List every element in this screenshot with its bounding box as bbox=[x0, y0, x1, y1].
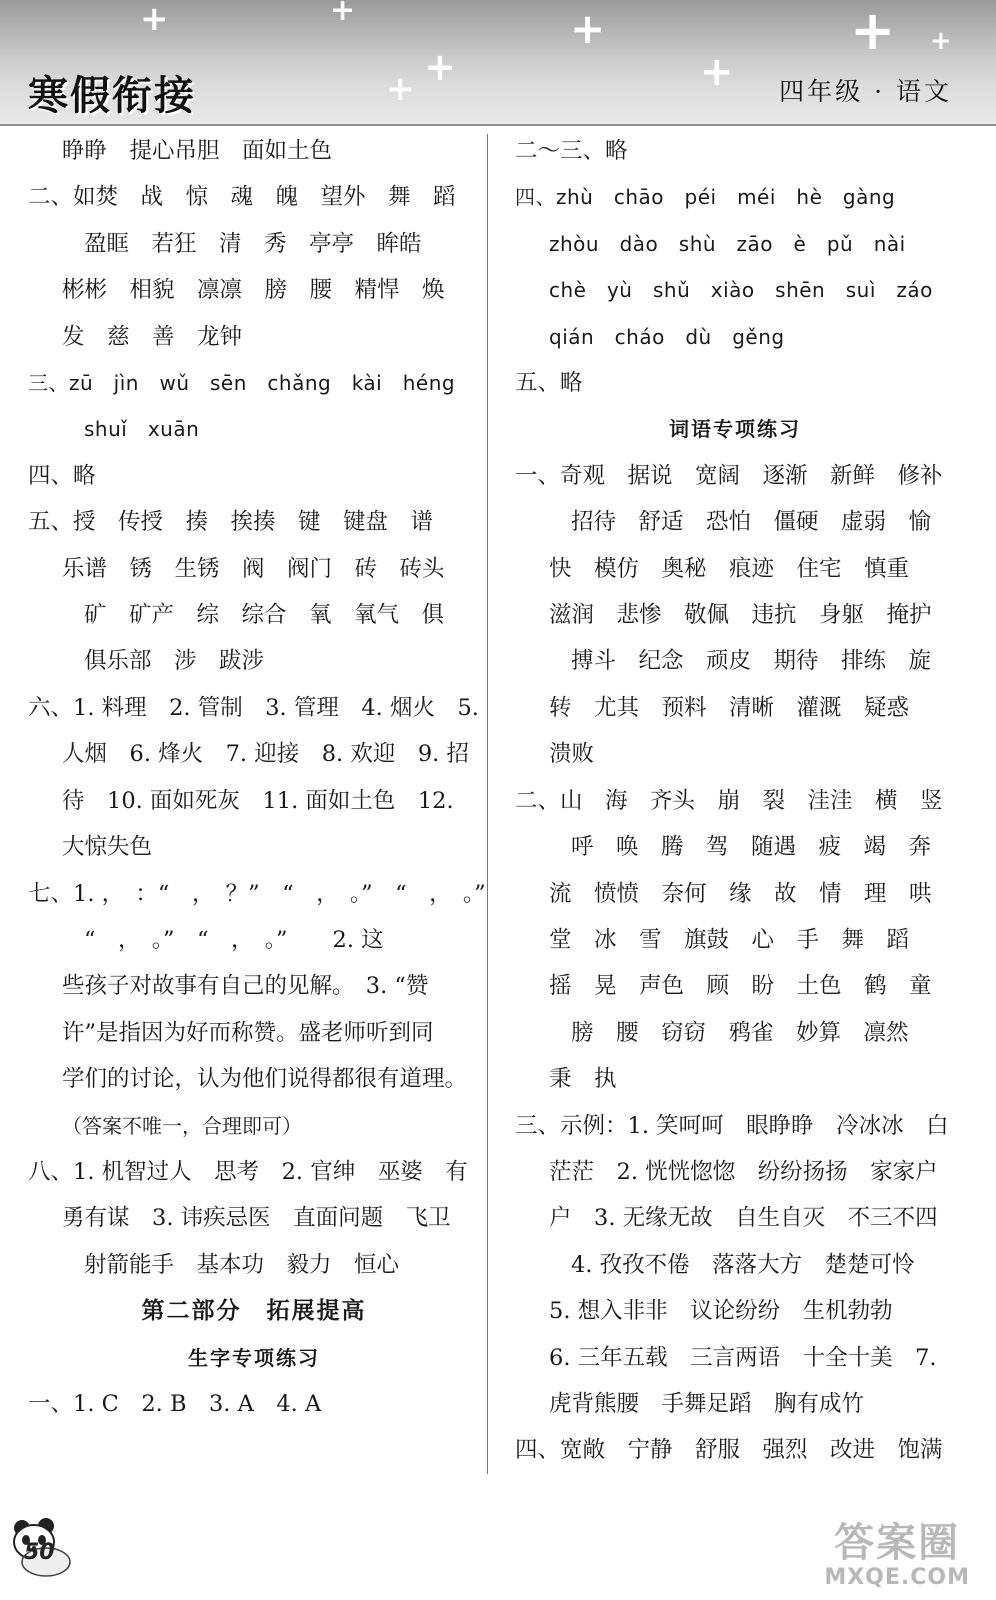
answer-line: （答案不唯一，合理即可） bbox=[62, 1113, 302, 1138]
answer-line: 茫茫 2. 恍恍惚惚 纷纷扬扬 家家户 bbox=[549, 1158, 938, 1185]
answer-line: 四、宽敞 宁静 舒服 强烈 改进 饱满 bbox=[515, 1437, 943, 1464]
answer-line: 二、如焚 战 惊 魂 魄 望外 舞 蹈 bbox=[28, 184, 456, 211]
answer-line: “ ， 。” “ ， 。” 2. 这 bbox=[84, 926, 384, 953]
answer-line: 呼 唤 腾 驾 随遇 疲 竭 奔 bbox=[571, 834, 932, 861]
answer-line: 词语专项练习 bbox=[669, 417, 801, 442]
answer-line: 睁睁 提心吊胆 面如土色 bbox=[62, 138, 333, 164]
answer-line: shuǐ xuān bbox=[84, 417, 200, 442]
answer-line: 勇有谋 3. 讳疾忌医 直面问题 飞卫 bbox=[62, 1205, 451, 1232]
answer-line: 秉 执 bbox=[549, 1066, 617, 1093]
answer-line: 一、1. C 2. B 3. A 4. A bbox=[28, 1390, 322, 1417]
answer-line: 许”是指因为好而称赞。盛老师听到同 bbox=[62, 1019, 434, 1046]
answer-line: 摇 晃 声色 顾 盼 土色 鹤 童 bbox=[549, 973, 932, 1000]
answer-line: 快 模仿 奥秘 痕迹 住宅 慎重 bbox=[549, 555, 910, 582]
answer-line: 矿 矿产 综 综合 氧 氧气 俱 bbox=[84, 602, 445, 629]
answer-line: 盈眶 若狂 清 秀 亭亭 眸皓 bbox=[84, 230, 422, 257]
answer-line: 一、奇观 据说 宽阔 逐渐 新鲜 修补 bbox=[515, 462, 943, 489]
answer-line: 滋润 悲惨 敬佩 违抗 身躯 掩护 bbox=[549, 602, 932, 629]
answer-line: 七、1. ， ：“ ， ？” “ ， 。” “ ， 。” bbox=[28, 880, 486, 907]
answer-line: 六、1. 料理 2. 管制 3. 管理 4. 烟火 5. bbox=[28, 694, 479, 721]
answer-line: 流 愤愤 奈何 缘 故 情 理 哄 bbox=[549, 880, 932, 907]
book-logo: 寒假衔接 bbox=[28, 73, 196, 119]
sparkle-icon: + bbox=[330, 0, 356, 28]
watermark-title: 答案圈 bbox=[834, 1520, 961, 1566]
answer-line: 招待 舒适 恐怕 僵硬 虚弱 愉 bbox=[571, 509, 932, 536]
right-column bbox=[515, 128, 955, 1474]
sparkle-icon: + bbox=[386, 69, 415, 109]
answer-line: 虎背熊腰 手舞足蹈 胸有成竹 bbox=[549, 1390, 865, 1417]
answer-line: 户 3. 无缘无故 自生自灭 不三不四 bbox=[549, 1205, 938, 1232]
answer-line: 四、略 bbox=[28, 462, 96, 489]
answer-line: chè yù shǔ xiào shēn suì záo bbox=[549, 278, 933, 303]
answer-line: 五、略 bbox=[515, 370, 583, 397]
answer-line: qián cháo dù gěng bbox=[549, 324, 785, 349]
answer-line: 些孩子对故事有自己的见解。 3. “赞 bbox=[62, 973, 429, 1000]
answer-line: 五、授 传授 揍 挨揍 键 键盘 谱 bbox=[28, 509, 434, 536]
answer-line: 二～三、略 bbox=[515, 138, 628, 164]
sparkle-icon: + bbox=[850, 0, 896, 62]
answer-line: 八、1. 机智过人 思考 2. 官绅 巫婆 有 bbox=[28, 1158, 468, 1185]
answer-line: 堂 冰 雪 旗鼓 心 手 舞 蹈 bbox=[549, 926, 910, 953]
answer-line: 学们的讨论，认为他们说得都很有道理。 bbox=[62, 1066, 468, 1093]
answer-line: 生字专项练习 bbox=[188, 1345, 320, 1370]
answer-line: 乐谱 锈 生锈 阀 阀门 砖 砖头 bbox=[62, 555, 445, 582]
column-divider bbox=[487, 134, 488, 1474]
answer-line: zhòu dào shù zāo è pǔ nài bbox=[549, 231, 906, 256]
answer-line: 转 尤其 预料 清晰 灌溉 疑惑 bbox=[549, 694, 910, 721]
watermark-url: MXQE.COM bbox=[824, 1565, 970, 1590]
answer-line: 人烟 6. 烽火 7. 迎接 8. 欢迎 9. 招 bbox=[62, 741, 469, 768]
answer-line: 彬彬 相貌 凛凛 膀 腰 精悍 焕 bbox=[62, 277, 445, 304]
sparkle-icon: + bbox=[570, 4, 606, 53]
answer-line: 待 10. 面如死灰 11. 面如土色 12. bbox=[62, 787, 454, 814]
sparkle-icon: + bbox=[930, 26, 952, 56]
answer-line: 二、山 海 齐头 崩 裂 洼洼 横 竖 bbox=[515, 787, 943, 814]
answer-line: 射箭能手 基本功 毅力 恒心 bbox=[84, 1251, 400, 1278]
answer-line: 大惊失色 bbox=[62, 834, 153, 861]
answer-line: 三、zū jìn wǔ sēn chǎng kài héng bbox=[28, 371, 456, 396]
page-number: 50 bbox=[24, 1540, 55, 1565]
site-watermark bbox=[824, 1521, 970, 1590]
answer-line: 三、示例：1. 笑呵呵 眼睁睁 冷冰冰 白 bbox=[515, 1112, 949, 1139]
answer-line: 膀 腰 窃窃 鸦雀 妙算 凛然 bbox=[571, 1019, 909, 1046]
left-column bbox=[28, 128, 486, 1427]
answer-line: 发 慈 善 龙钟 bbox=[62, 323, 243, 350]
sparkle-icon: + bbox=[424, 45, 456, 89]
grade-subject-label: 四年级 · 语文 bbox=[779, 77, 952, 106]
answer-line: 四、zhù chāo péi méi hè gàng bbox=[515, 185, 896, 210]
page-header bbox=[0, 0, 996, 126]
answer-line: 溃败 bbox=[549, 741, 595, 768]
answer-line: 俱乐部 涉 跋涉 bbox=[84, 648, 265, 675]
answer-line: 搏斗 纪念 顽皮 期待 排练 旋 bbox=[571, 648, 932, 675]
answer-line: 第二部分 拓展提高 bbox=[141, 1297, 367, 1325]
answer-line: 5. 想入非非 议论纷纷 生机勃勃 bbox=[549, 1298, 893, 1325]
sparkle-icon: + bbox=[700, 49, 734, 95]
answer-line: 6. 三年五载 三言两语 十全十美 7. bbox=[549, 1344, 937, 1371]
sparkle-icon: + bbox=[140, 0, 169, 39]
answer-line: 4. 孜孜不倦 落落大方 楚楚可怜 bbox=[571, 1251, 915, 1278]
